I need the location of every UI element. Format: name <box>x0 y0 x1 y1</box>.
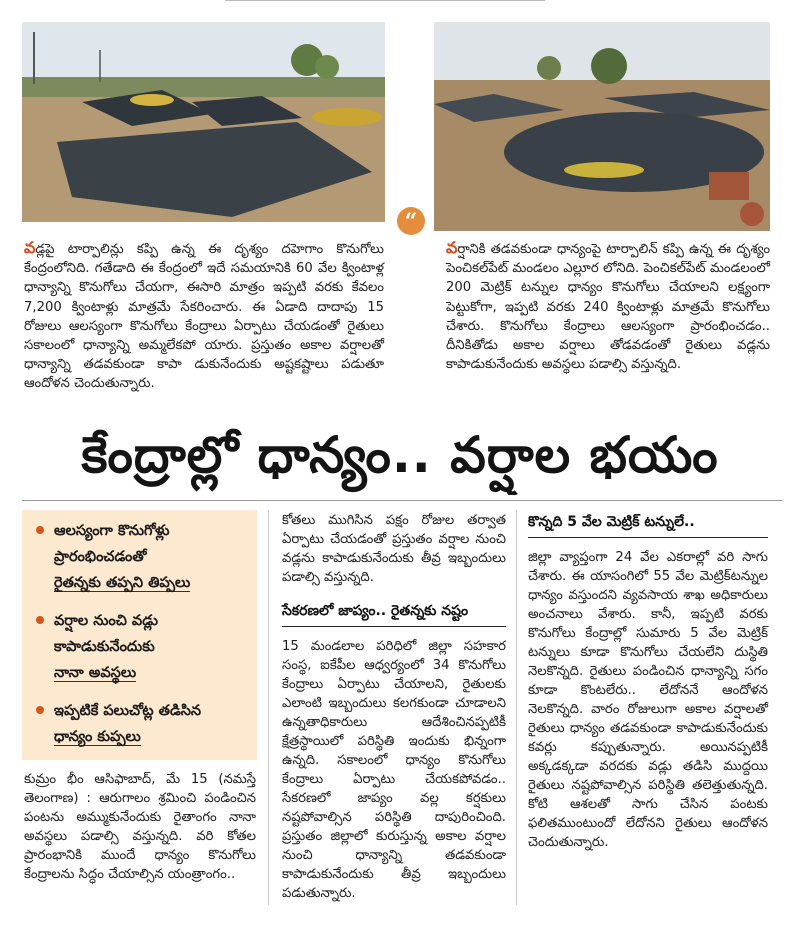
highlights-box <box>22 510 257 760</box>
photo-grain-heaps-dahegam <box>22 22 385 222</box>
column3-body: జిల్లా వ్యాప్తంగా 24 వేల ఎకరాల్లో వరి సాగు చేశారు. ఈ యాసంగిలో 55 వేల మెట్రిక్‌టన్నుల ధాన్యం వస్తుందని వ్యవసాయ శాఖ అధికారులు అంచనాలు వేశారు. కానీ, ఇప్పటి వరకు కొనుగోలు కేంద్రాల్లో సుమారు 5 వేల మెట్రిక్ టన్నులు కూడా కొనుగోలు చేయలేని దుస్థితి నెలకొన్నది. రైతులు పండించిన ధాన్యాన్ని సగం కూడా కొంటలేరు.. లేదోననే ఆందోళన నెలకొన్నది. వారం రోజులుగా అకాల వర్షాలతో రైతులు ధాన్యం తడవకుండా కాపాడుకునేందుకు కవర్లు కప్పుతున్నారు. అయినప్పటికీ అక్కడక్కడా వరదకు వడ్లు తడిసి ముద్దయి రైతులు నష్టపోవాల్సిన పరిస్థితి తలెత్తుతున్నది. కోటి ఆశలతో సాగు చేసిన పంటకు ఫలితముంటుందో లేదోనని రైతులు ఆందోళన చెందుతున్నారు. <box>528 550 768 850</box>
highlight-line: ప్రారంభించడంతో <box>54 549 147 565</box>
caption-left-text: డ్లపై టార్పాలిన్లు కప్పి ఉన్న ఈ దృశ్యం దహెగాం కొనుగోలు కేంద్రంలోనిది. గతేడాది ఈ కేంద్రంలో ఇదే సమయానికి 60 వేల క్వింటాళ్ల ధాన్యాన్ని కొనుగోలు చేయగా, ఈసారి మాత్రం ఇప్పటి వరకు కేవలం 7,200 క్వింటాళ్లు మాత్రమే సేకరించారు. ఈ ఏడాది దాదాపు 15 రోజులు ఆలస్యంగా కొనుగోలు కేంద్రాలు ఏర్పాటు చేయడంతో రైతులు సకాలంలో ధాన్యాన్ని అమ్మలేకపో యారు. ప్రస్తుతం అకాల వర్షాలతో ధాన్యాన్ని తడవకుండా కాపా డుకునేందుకు అష్టకష్టాలు పడుతూ ఆందోళన చెందుతున్నారు. <box>24 242 384 392</box>
column-divider <box>516 510 517 905</box>
highlight-line: నానా అవస్థలు <box>54 665 137 681</box>
top-rule <box>225 0 545 1</box>
dropcap: వ <box>446 238 458 257</box>
headline: కేంద్రాల్లో ధాన్యం.. వర్షాల భయం <box>81 426 719 484</box>
photo-grain-heaps-elluru <box>434 22 770 231</box>
highlight-line: కాపాడుకునేందుకు <box>54 639 155 655</box>
column2-subhead: సేకరణలో జాప్యం.. రైతన్నకు నష్టం <box>282 603 506 627</box>
highlight-line: ఇప్పటికే పలుచోట్ల తడిసిన <box>54 703 202 719</box>
dropcap: వ <box>24 238 36 257</box>
highlight-line: ధాన్యం కుప్పలు <box>54 729 141 745</box>
quote-icon: “ <box>397 207 425 235</box>
highlight-item <box>36 518 248 596</box>
bullet-icon <box>36 706 44 714</box>
caption-right <box>446 238 770 374</box>
column1-body: కుమ్రం భీం ఆసిఫాబాద్, మే 15 (నమస్తే తెలంగాణ) : ఆరుగాలం శ్రమించి పండించిన పంటను అమ్ముకునేందుకు రైతాంగం నానా అవస్థలు పడాల్సి వస్తున్నది. వరి కోతల ప్రారంభానికి ముందే ధాన్యం కొనుగోలు కేంద్రాలను సిద్ధం చేయాల్సిన యంత్రాంగం.. <box>24 772 256 882</box>
bullet-icon <box>36 616 44 624</box>
caption-left <box>24 238 384 394</box>
highlight-item <box>36 698 248 750</box>
column2-intro: కోతలు ముగిసిన పక్షం రోజుల తర్వాత ఏర్పాటు చేయడంతో ప్రస్తుతం వర్షాల నుంచి వడ్లను కాపాడుకునేందుకు తీవ్ర ఇబ్బందులు పడాల్సి వస్తున్నది. <box>282 513 506 585</box>
highlight-line: రైతన్నకు తప్పని తిప్పలు <box>54 575 191 591</box>
column3-subhead: కొన్నది 5 వేల మెట్రిక్ టన్నులే.. <box>528 514 768 538</box>
highlight-item <box>36 608 248 686</box>
column2-body: 15 మండలాల పరిధిలో జిల్లా సహకార సంస్థ, ఐకేపీల ఆధ్వర్యంలో 34 కొనుగోలు కేంద్రాలు ఏర్పాటు చేయాలని, రైతులకు ఎలాంటి ఇబ్బందులు కలగకుండా చూడాలని ఉన్నతాధికారులు ఆదేశించినప్పటికీ క్షేత్రస్థాయిలో పరిస్థితి ఇందుకు భిన్నంగా ఉన్నది. సకాలంలో ధాన్యం కొనుగోలు కేంద్రాలు ఏర్పాటు చేయకపోవడం.. సేకరణలో జాప్యం వల్ల కర్షకులు నష్టపోవాల్సిన పరిస్థితి దాపురించింది. ప్రస్తుతం జిల్లాలో కురుస్తున్న అకాల వర్షాల నుంచి ధాన్యాన్ని తడవకుండా కాపాడుకునేందుకు తీవ్ర ఇబ్బందులు పడుతున్నారు. <box>282 639 506 901</box>
highlight-line: ఆలస్యంగా కొనుగోళ్లు <box>54 523 170 539</box>
column-divider <box>268 510 269 905</box>
bullet-icon <box>36 526 44 534</box>
headline-rule <box>22 500 782 501</box>
highlight-line: వర్షాల నుంచి వడ్లు <box>54 613 158 629</box>
caption-right-text: ర్షానికి తడవకుండా ధాన్యంపై టార్పాలిన్ కప్పి ఉన్న ఈ దృశ్యం పెంచికల్‌పేట్ మండలం ఎల్లూర లోనిది. పెంచికల్‌పేట్ మండలంలో 200 మెట్రిక్ టన్నుల ధాన్యం కొనుగోలు చేయాలని లక్ష్యంగా పెట్టుకోగా, ఇప్పటి వరకు 240 క్వింటాళ్లు మాత్రమే కొనుగోలు చేశారు. కొనుగోలు కేంద్రాలు ఆలస్యంగా ప్రారంభించడం.. దీనికితోడు అకాల వర్షాలు తోడవడంతో రైతులు వడ్లను కాపాడుకునేందుకు అవస్థలు పడాల్సి వస్తున్నది. <box>446 242 770 373</box>
